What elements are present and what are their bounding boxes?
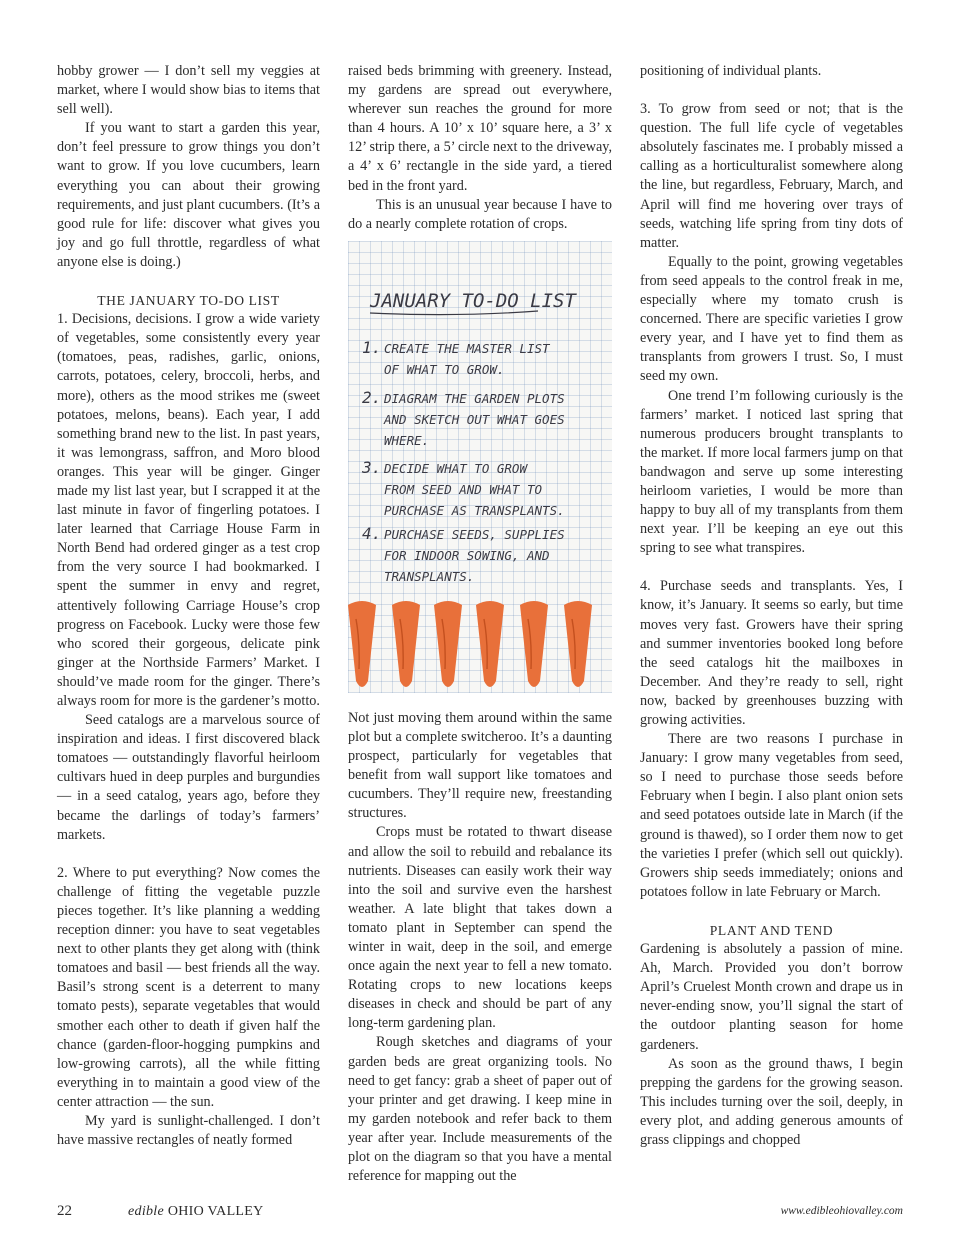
carrot-icon xyxy=(564,601,592,687)
notebook-item-line: TRANSPLANTS. xyxy=(384,568,475,584)
column-3 xyxy=(640,62,903,1150)
paragraph: One trend I’m following curiously is the farmers’ market. I noticed last spring that numerous producers brought transplants to the market. If more local farmers jump on that bandwagon and serve up some interesting heirloom varieties, I would be more than happy to buy all of my transplants from them next year. I’ll be keeping an eye out this spring to see what transpires. xyxy=(640,387,903,557)
paragraph: My yard is sunlight-challenged. I don’t have massive rectangles of neatly formed xyxy=(57,1112,320,1149)
paragraph: This is an unusual year because I have to do a nearly complete rotation of crops. xyxy=(348,196,612,232)
paragraph: 4. Purchase seeds and transplants. Yes, I know, it’s January. It seems so early, but time moves very fast. Growers have their spring and summer inventories booked long before the seed catalogs hit the mailboxes in December. And they’re ready to sell, right now, backed by greenhouses buzzing with growing activities. xyxy=(640,578,903,728)
website-url[interactable]: www.edibleohiovalley.com xyxy=(780,1205,903,1217)
paragraph: 1. Decisions, decisions. I grow a wide variety of vegetables, some consistently every year (tomatoes, peas, radishes, garlic, onions, carrots, potatoes, celery, broccoli, herbs, and more), others as the mood strikes me (sweet potatoes, melons, beans). Each year, I add something brand new to the list. In past years, it was lemongrass, saffron, and Moro blood oranges. This year will be ginger. Ginger made my list last year, but I scrapped it at the last minute in favor of fingerling potatoes. I later learned that Carriage House Farm in North Bend had ordered ginger as a test crop from the very source I had bookmarked. I spent the summer in envy and regret, attentively following Carriage House’s crop progress on Facebook. Lucky were those few who scored their gorgeous, delicate pink ginger at the Northside Farmers’ Market. I should’ve made room for the ginger. There’s always room for more is the gardener’s motto. xyxy=(57,311,320,709)
notebook-item-number: 4. xyxy=(362,523,382,543)
paragraph: positioning of individual plants. xyxy=(640,63,822,79)
paragraph: Seed catalogs are a marvelous source of inspiration and ideas. I first discovered black tomatoes — outstandingly flavorful heirloom cultivars hued in deep purples and burgundies — in a seed catalog, years ago, before they became the darlings of today’s farmers’ markets. xyxy=(57,712,320,843)
notebook-title: JANUARY TO-DO LIST xyxy=(370,289,576,312)
paragraph: If you want to start a garden this year, don’t feel pressure to grow things you don’t want to grow. If you love cucumbers, learn everything you can about their growing requirements, and just plant cucumbers. (It’s a good rule for life: discover what gives you joy and go full throttle, regardless of what anyone else is doing.) xyxy=(57,120,320,270)
column-2 xyxy=(348,62,612,1186)
notebook-item-line: OF WHAT TO GROW. xyxy=(384,361,505,377)
carrot-icon xyxy=(476,601,504,687)
column-1 xyxy=(57,62,320,1150)
paragraph: raised beds brimming with greenery. Instead, my gardens are spread out everywhere, wherever sun reaches the ground for more than 4 hours. A 10’ x 10’ square here, a 3’ x 12’ strip there, a 5’ circle next to the driveway, a 4’ x 6’ rectangle in the side yard, a tiered bed in the front yard. xyxy=(348,63,612,194)
paragraph: As soon as the ground thaws, I begin prepping the gardens for the growing season. This includes turning over the soil, deeply, in every plot, and adding generous amounts of grass clippings and chopped xyxy=(640,1055,903,1148)
paragraph: hobby grower — I don’t sell my veggies at market, where I would show bias to items that sell well). xyxy=(57,63,320,118)
magazine-name xyxy=(128,1204,264,1220)
notebook-item-line: DECIDE WHAT TO GROW xyxy=(384,460,527,476)
notebook-item-line: DIAGRAM THE GARDEN PLOTS xyxy=(384,390,565,406)
section-heading-plant-and-tend: PLANT AND TEND xyxy=(709,922,834,938)
paragraph: There are two reasons I purchase in January: I grow many vegetables from seed, so I need to purchase those seeds before February when I begin. I also plant onion sets and seed potatoes outside late in March (if the ground is thawed), so I order them now to get the varieties I prefer (which sell out quickly). Growers ship seeds immediately; onions and potatoes follow in late February or March. xyxy=(640,731,903,900)
notebook-item-number: 3. xyxy=(362,457,382,477)
paragraph: 3. To grow from seed or not; that is the question. The full life cycle of vegetables absolutely fascinates me. I probably missed a calling as a horticulturalist somewhere along the line, but regardless, February, March, and April will find me hovering over trays of seeds, watching life spring from tiny dots of matter. xyxy=(640,101,903,251)
notebook-item-line: CREATE THE MASTER LIST xyxy=(384,340,550,356)
notebook-item-line: FOR INDOOR SOWING, AND xyxy=(384,547,550,563)
notebook-drawing xyxy=(348,241,612,693)
paragraph: Rough sketches and diagrams of your garden beds are great organizing tools. No need to get fancy: grab a sheet of paper out of your printer and get drawing. I keep mine in my garden notebook and refer back to them year after year. Include measurements of the plot on the diagram so that you have a mental reference for mapping out the xyxy=(348,1034,612,1185)
magazine-name-rest: OHIO VALLEY xyxy=(164,1204,264,1219)
paragraph: Gardening is absolutely a passion of mine. Ah, March. Provided you don’t borrow April’s Cruelest Month crown and drape us in never-ending snow, you’ll signal the start of the outdoor planting season for home gardeners. xyxy=(640,941,903,1053)
paragraph: 2. Where to put everything? Now comes the challenge of fitting the vegetable puzzle pieces together. It’s like planning a wedding reception dinner: you have to seat vegetables next to other plants they get along with (think tomatoes and basil — best friends all the way. Basil’s strong scent is a deterrent to many tomato pests), separate vegetables that would smother each other to death if given half the chance (garden-floor-hogging pumpkins and low-growing carrots), all the while fitting everything in to maintain a good view of the center attraction — the sun. xyxy=(57,864,320,1110)
section-heading-january: THE JANUARY TO-DO LIST xyxy=(97,293,280,309)
notebook-todo-image xyxy=(348,241,612,693)
notebook-item-number: 1. xyxy=(362,337,382,357)
carrot-icon xyxy=(348,601,376,687)
carrot-icon xyxy=(392,601,420,687)
paragraph: Equally to the point, growing vegetables from seed appeals to the control freak in me, especially where my tomato crush is concerned. There are specific varieties I grow every year, and I have yet to find them as transplants from growers I trust. So, I must seed my own. xyxy=(640,253,903,385)
paragraph: Crops must be rotated to thwart disease and allow the soil to rebuild and rebalance its nutrients. Diseases can easily work their way into the soil and survive even the harshest weather. A late blight that takes down a tomato plant in September can spend the winter in wait, deep in the soil, and emerge once again the next year to fell a new tomato. Rotating crops to new locations keeps diseases in check and should be part of any long-term gardening plan. xyxy=(348,824,612,1032)
page-number: 22 xyxy=(57,1203,72,1219)
magazine-name-italic: edible xyxy=(128,1204,165,1219)
carrot-icon xyxy=(434,601,462,687)
notebook-item-line: FROM SEED AND WHAT TO xyxy=(384,481,543,497)
paragraph: Not just moving them around within the same plot but a complete switcheroo. It’s a daunting prospect, particularly for vegetables that benefit from wall support like tomatoes and cucumbers. They’ll require new, freestanding structures. xyxy=(348,709,612,822)
carrot-icon xyxy=(520,601,548,687)
notebook-item-line: WHERE. xyxy=(384,432,430,448)
notebook-item-line: AND SKETCH OUT WHAT GOES xyxy=(384,411,565,427)
notebook-item-number: 2. xyxy=(362,387,382,407)
notebook-item-line: PURCHASE AS TRANSPLANTS. xyxy=(384,502,565,518)
notebook-item-line: PURCHASE SEEDS, SUPPLIES xyxy=(384,526,565,542)
